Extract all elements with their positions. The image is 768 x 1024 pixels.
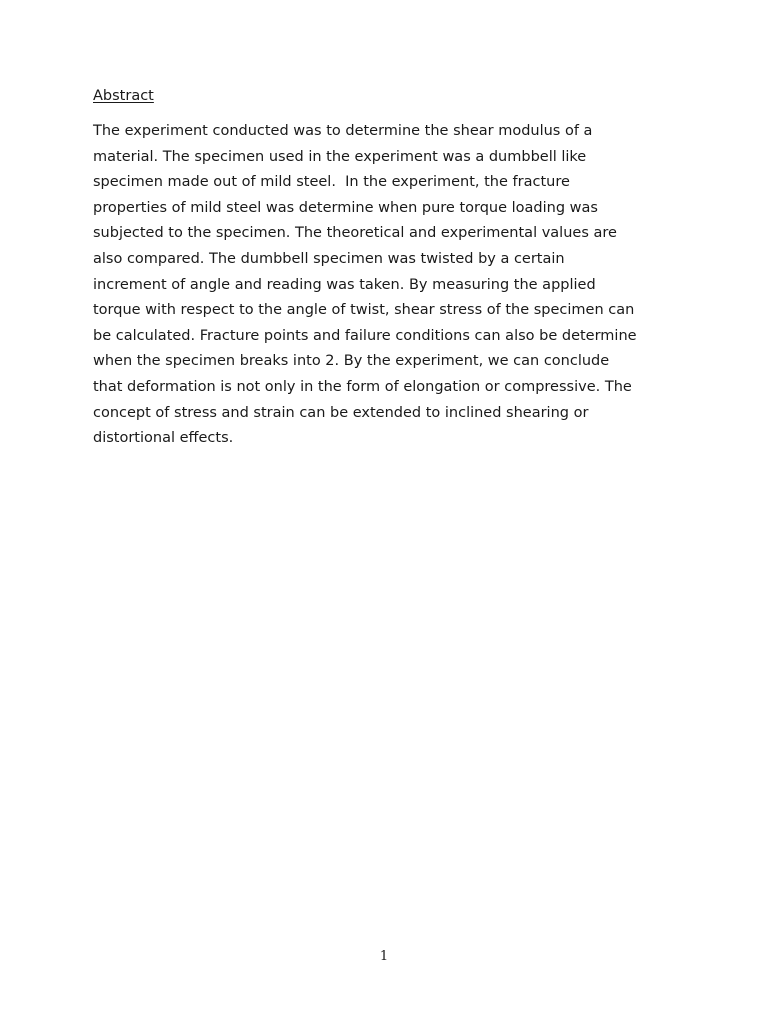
abstract-line: properties of mild steel was determine when pure torque loading was [93,199,598,216]
abstract-line: material. The specimen used in the experiment was a dumbbell like [93,148,587,165]
abstract-line: increment of angle and reading was taken. By measuring the applied [93,276,596,293]
abstract-line: torque with respect to the angle of twist, shear stress of the specimen can [93,302,635,319]
abstract-line: also compared. The dumbbell specimen was twisted by a certain [93,250,565,267]
abstract-heading: Abstract [93,88,154,104]
abstract-line: specimen made out of mild steel. In the experiment, the fracture [93,174,570,191]
abstract-line: be calculated. Fracture points and failure conditions can also be determine [93,327,637,344]
abstract-line: subjected to the specimen. The theoretical and experimental values are [93,225,617,242]
abstract-line: that deformation is not only in the form of elongation or compressive. The [93,378,632,395]
page-number: 1 [379,949,389,964]
abstract-paragraph [93,121,683,454]
abstract-line: The experiment conducted was to determine the shear modulus of a [93,123,593,139]
abstract-line: distortional effects. [93,430,234,447]
abstract-line: concept of stress and strain can be extended to inclined shearing or [93,404,589,421]
abstract-line: when the specimen breaks into 2. By the experiment, we can conclude [93,353,610,370]
